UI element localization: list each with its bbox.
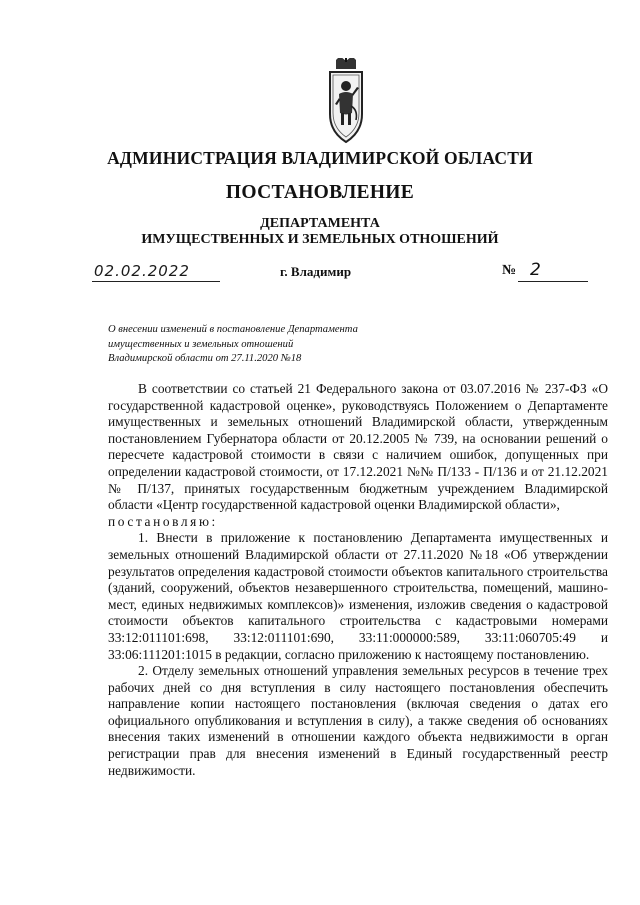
document-date-handwritten: 02.02.2022: [94, 262, 190, 280]
number-underline: [518, 281, 588, 282]
document-number-handwritten: 2: [530, 260, 541, 280]
administration-title: АДМИНИСТРАЦИЯ ВЛАДИМИРСКОЙ ОБЛАСТИ: [107, 148, 533, 168]
department-title-line1: ДЕПАРТАМЕНТА: [260, 216, 380, 231]
decree-word: постановляю:: [108, 513, 218, 529]
preamble-paragraph: В соответствии со статьей 21 Федерального закона от 03.07.2016 № 237-ФЗ «О государственной кадастровой оценке», руководствуясь Положением о Департаменте имущественных и земельных отношений Владимирской области, утвержденным постановлением Губернатора области от 20.12.2005 № 739, на основании решений о пересчете кадастровой стоимости в связи с наличием ошибок, допущенных при определении кадастровой стоимости, от 17.12.2021 №№ П/133 - П/136 и от 21.12.2021 № П/137, принятых государственным бюджетным учреждением Владимирской области «Центр государственной кадастровой оценки Владимирской области»,: [108, 381, 608, 513]
city-label: г. Владимир: [280, 264, 352, 279]
document-type-title: ПОСТАНОВЛЕНИЕ: [225, 182, 415, 203]
number-sign: №: [502, 263, 517, 278]
document-body: [108, 381, 608, 779]
subject-line: Владимирской области от 27.11.2020 №18: [108, 353, 302, 364]
coat-of-arms-icon: [326, 58, 366, 146]
subject-line: О внесении изменений в постановление Департамента: [108, 324, 358, 335]
document-subject: [108, 323, 448, 367]
item-1-paragraph: 1. Внести в приложение к постановлению Департамента имущественных и земельных отношений Владимирской области от 27.11.2020 №18 «Об утверждении результатов определения кадастровой стоимости объектов капитального строительства (зданий, сооружений, объектов незавершенного строительства, помещений, машино-мест, единых недвижимых комплексов)» изменения, изложив сведения о кадастровой стоимости объектов капитального строительства с кадастровыми номерами 33:12:011101:698, 33:12:011101:690, 33:11:000000:589, 33:11:060705:49 и 33:06:111201:1015 в редакции, согласно приложению к настоящему постановлению.: [108, 530, 608, 662]
item-2-paragraph: 2. Отделу земельных отношений управления земельных ресурсов в течение трех рабочих дней со дня вступления в силу настоящего постановления обеспечить направление копии настоящего постановления (включая сведения о датах его официального опубликования и вступления в силу), а также сведения об основаниях внесения таких изменений в отношении каждого объекта недвижимости в орган регистрации прав для внесения изменений в Единый государственный реестр недвижимости.: [108, 663, 608, 778]
date-city-number-row: [0, 262, 640, 286]
subject-line: имущественных и земельных отношений: [108, 338, 294, 350]
date-underline: [92, 281, 220, 282]
department-title-line2: ИМУЩЕСТВЕННЫХ И ЗЕМЕЛЬНЫХ ОТНОШЕНИЙ: [141, 232, 499, 247]
